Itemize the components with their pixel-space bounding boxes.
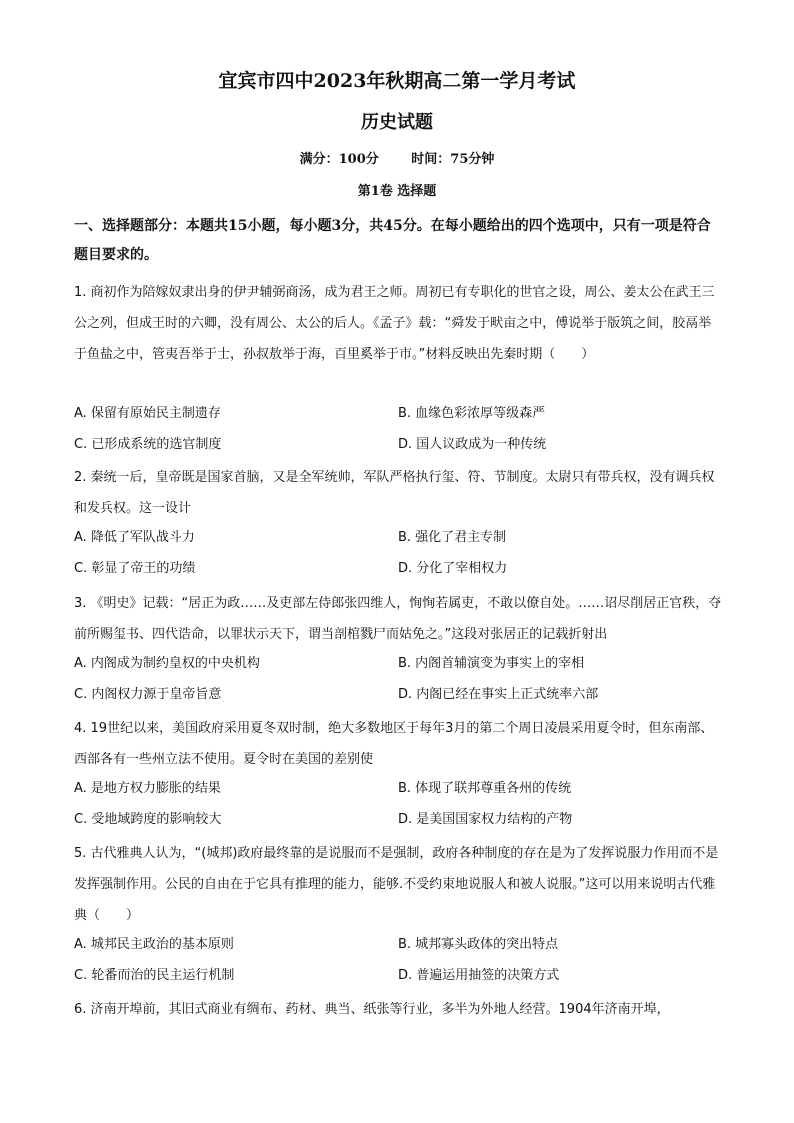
question-5-option-c[interactable]: C. 轮番而治的民主运行机制: [74, 968, 235, 983]
question-2-option-c[interactable]: C. 彰显了帝王的功绩: [74, 561, 196, 576]
full-score: 满分：100分: [299, 152, 379, 167]
question-5-stem: 5. 古代雅典人认为，“(城邦)政府最终靠的是说服而不是强制，政府各种制度的存在是为了发挥说服力作用而不是发挥强制作用。公民的自由在于它具有推理的能力，能够.不受约束地说服人和被人说服。”这可以用来说明古代雅典（ ）: [74, 846, 719, 923]
question-4-option-d[interactable]: D. 是美国国家权力结构的产物: [398, 812, 573, 827]
question-4-option-b[interactable]: B. 体现了联邦尊重各州的传统: [398, 781, 572, 796]
question-1-stem: 1. 商初作为陪嫁奴隶出身的伊尹辅弼商汤，成为君王之师。周初已有专职化的世官之设，周公、姜太公在武王三公之列，但成王时的六卿，没有周公、太公的后人。《孟子》载：“舜发于畎亩之中，傅说举于版筑之间，胶鬲举于鱼盐之中，管夷吾举于士，孙叔敖举于海，百里奚举于市。”材料反映出先秦时期（ ）: [74, 285, 715, 362]
question-3-option-b[interactable]: B. 内阁首辅演变为事实上的宰相: [398, 656, 585, 671]
question-1-option-c[interactable]: C. 已形成系统的选官制度: [74, 437, 222, 452]
question-4-stem: 4. 19世纪以来，美国政府采用夏冬双时制，绝大多数地区于每年3月的第二个周日凌晨采用夏令时，但东南部、西部各有一些州立法不使用。夏令时在美国的差别使: [74, 721, 714, 767]
question-3-option-d[interactable]: D. 内阁已经在事实上正式统率六部: [398, 687, 599, 702]
question-1-option-d[interactable]: D. 国人议政成为一种传统: [398, 437, 547, 452]
question-3-stem: 3. 《明史》记载：“居正为政……及吏部左侍郎张四维人，恂恂若属吏，不敢以僚自处。……诏尽削居正官秩，夺前所赐玺书、四代诰命，以罪状示天下，谓当剖棺戮尸而姑免之。”这段对张居正的记载折射出: [74, 596, 722, 642]
question-4-option-a[interactable]: A. 是地方权力膨胀的结果: [74, 781, 221, 796]
exam-subject: 历史试题: [361, 112, 433, 133]
question-5-option-d[interactable]: D. 普遍运用抽签的决策方式: [398, 968, 560, 983]
question-1-option-b[interactable]: B. 血缘色彩浓厚等级森严: [398, 406, 546, 421]
question-2-stem: 2. 秦统一后，皇帝既是国家首脑，又是全军统帅，军队严格执行玺、符、节制度。太尉只有带兵权，没有调兵权和发兵权。这一设计: [74, 470, 715, 516]
question-5-option-a[interactable]: A. 城邦民主政治的基本原则: [74, 937, 234, 952]
question-2-option-a[interactable]: A. 降低了军队战斗力: [74, 530, 195, 545]
question-3-option-a[interactable]: A. 内阁成为制约皇权的中央机构: [74, 656, 260, 671]
question-3-option-c[interactable]: C. 内阁权力源于皇帝旨意: [74, 687, 222, 702]
exam-time: 时间：75分钟: [411, 152, 495, 167]
question-5-option-b[interactable]: B. 城邦寡头政体的突出特点: [398, 937, 559, 952]
section-instruction: 一、选择题部分：本题共15小题，每小题3分，共45分。在每小题给出的四个选项中，只有一项是符合题目要求的。: [74, 218, 711, 263]
question-6-stem: 6. 济南开埠前，其旧式商业有绸布、药材、典当、纸张等行业，多半为外地人经营。1904年济南开埠，: [74, 1002, 670, 1017]
question-1-option-a[interactable]: A. 保留有原始民主制遗存: [74, 406, 221, 421]
volume-heading: 第1卷 选择题: [357, 184, 437, 199]
question-2-option-d[interactable]: D. 分化了宰相权力: [398, 561, 508, 576]
question-4-option-c[interactable]: C. 受地域跨度的影响较大: [74, 812, 222, 827]
exam-meta: [0, 150, 794, 170]
exam-title: 宜宾市四中2023年秋期高二第一学月考试: [218, 70, 576, 92]
question-2-option-b[interactable]: B. 强化了君主专制: [398, 530, 507, 545]
